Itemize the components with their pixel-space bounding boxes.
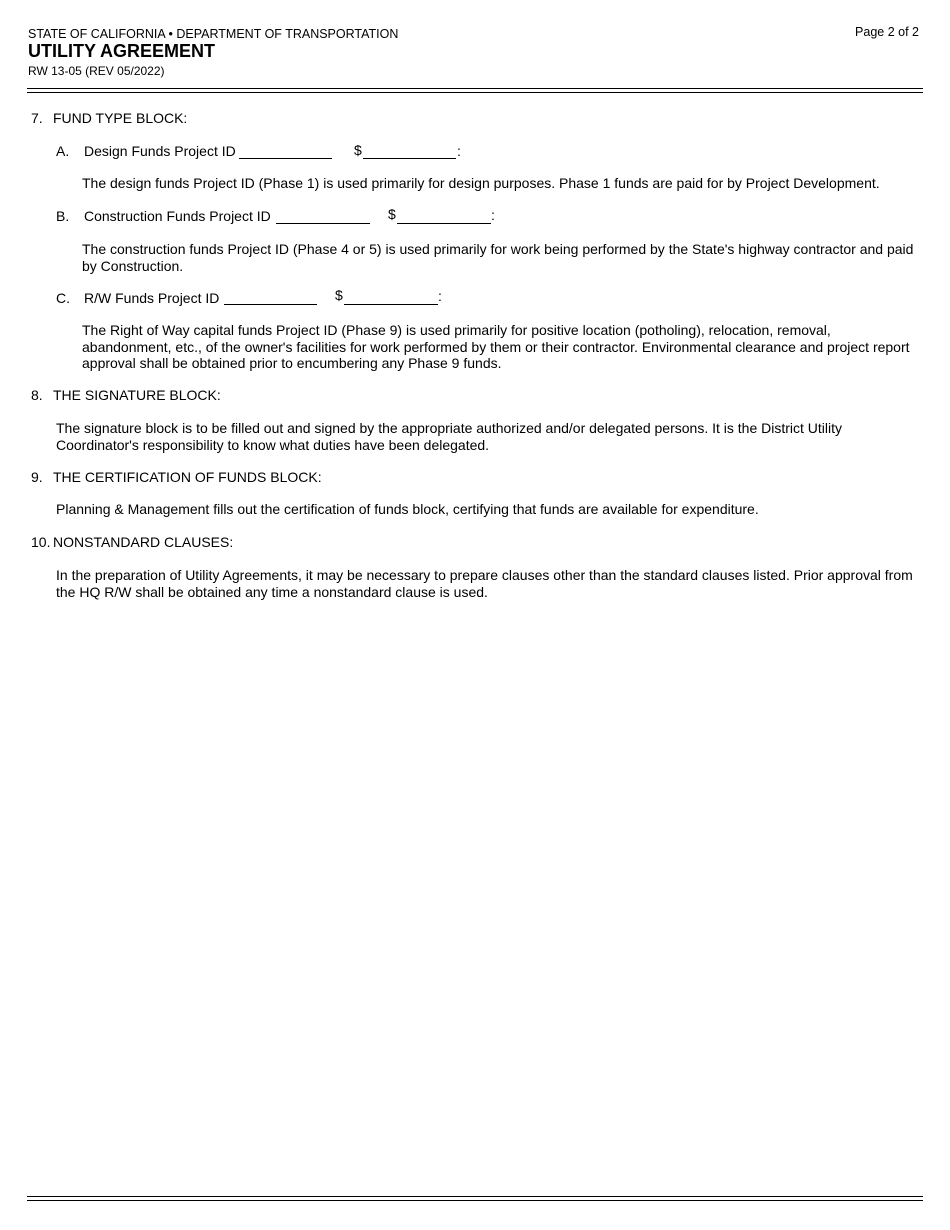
design-funds-colon: : (457, 143, 461, 159)
rw-funds-project-id-input[interactable] (224, 288, 317, 304)
section-8-title: THE SIGNATURE BLOCK: (53, 387, 221, 403)
header-rule-top (27, 88, 923, 89)
design-funds-amount-input[interactable] (363, 141, 456, 157)
section-10-number: 10. (31, 534, 51, 550)
construction-funds-project-id-underline (276, 223, 370, 224)
design-funds-project-id-underline (239, 158, 332, 159)
form-title: UTILITY AGREEMENT (28, 41, 216, 61)
rw-funds-dollar-sign: $ (335, 287, 343, 303)
agency-name: STATE OF CALIFORNIA • DEPARTMENT OF TRANSPORTATION (28, 27, 399, 41)
form-number: RW 13-05 (REV 05/2022) (28, 64, 165, 78)
section-9-number: 9. (31, 469, 43, 485)
construction-funds-dollar-sign: $ (388, 206, 396, 222)
design-funds-project-id-input[interactable] (239, 141, 332, 157)
section-8-description: The signature block is to be filled out and signed by the appropriate authorized and/or delegated persons. It is the District Utility Coordinator's responsibility to know what duties have been delegated. (56, 420, 843, 453)
section-7-title: FUND TYPE BLOCK: (53, 110, 188, 126)
rw-funds-description: The Right of Way capital funds Project ID (Phase 9) is used primarily for positive location (potholing), relocation, removal, abandonment, etc., of the owner's facilities for work performed by them or their contractor. Environmental clearance and project report approval shall be obtained prior to encumbering any Phase 9 funds. (82, 322, 910, 371)
page-number: Page 2 of 2 (855, 25, 919, 39)
construction-funds-description: The construction funds Project ID (Phase 4 or 5) is used primarily for work being performed by the State's highway contractor and paid by Construction. (82, 241, 914, 274)
section-7a-letter: A. (56, 143, 70, 159)
rw-funds-amount-input[interactable] (344, 288, 438, 304)
rw-funds-label: R/W Funds Project ID (84, 290, 220, 306)
rw-funds-amount-underline (344, 304, 438, 305)
design-funds-label: Design Funds Project ID (84, 143, 236, 159)
section-7c-letter: C. (56, 290, 70, 306)
construction-funds-amount-input[interactable] (397, 206, 491, 222)
rw-funds-colon: : (438, 288, 442, 304)
section-7-number: 7. (31, 110, 43, 126)
construction-funds-project-id-input[interactable] (276, 206, 370, 222)
construction-funds-colon: : (491, 207, 495, 223)
footer-rule-bottom (27, 1200, 923, 1201)
section-10-description: In the preparation of Utility Agreements, it may be necessary to prepare clauses other than the standard clauses listed. Prior approval from the HQ R/W shall be obtained any time a nonstandard clause is used. (56, 567, 913, 600)
section-8-number: 8. (31, 387, 43, 403)
footer-rule-top (27, 1196, 923, 1197)
section-7b-letter: B. (56, 208, 70, 224)
section-10-title: NONSTANDARD CLAUSES: (53, 534, 234, 550)
section-9-description: Planning & Management fills out the certification of funds block, certifying that funds are available for expenditure. (56, 501, 759, 517)
design-funds-dollar-sign: $ (354, 142, 362, 158)
rw-funds-project-id-underline (224, 304, 317, 305)
section-9-title: THE CERTIFICATION OF FUNDS BLOCK: (53, 469, 322, 485)
construction-funds-label: Construction Funds Project ID (84, 208, 271, 224)
design-funds-amount-underline (363, 158, 456, 159)
construction-funds-amount-underline (397, 223, 491, 224)
header-rule-bottom (27, 92, 923, 93)
design-funds-description: The design funds Project ID (Phase 1) is used primarily for design purposes. Phase 1 funds are paid for by Project Development. (82, 175, 880, 191)
